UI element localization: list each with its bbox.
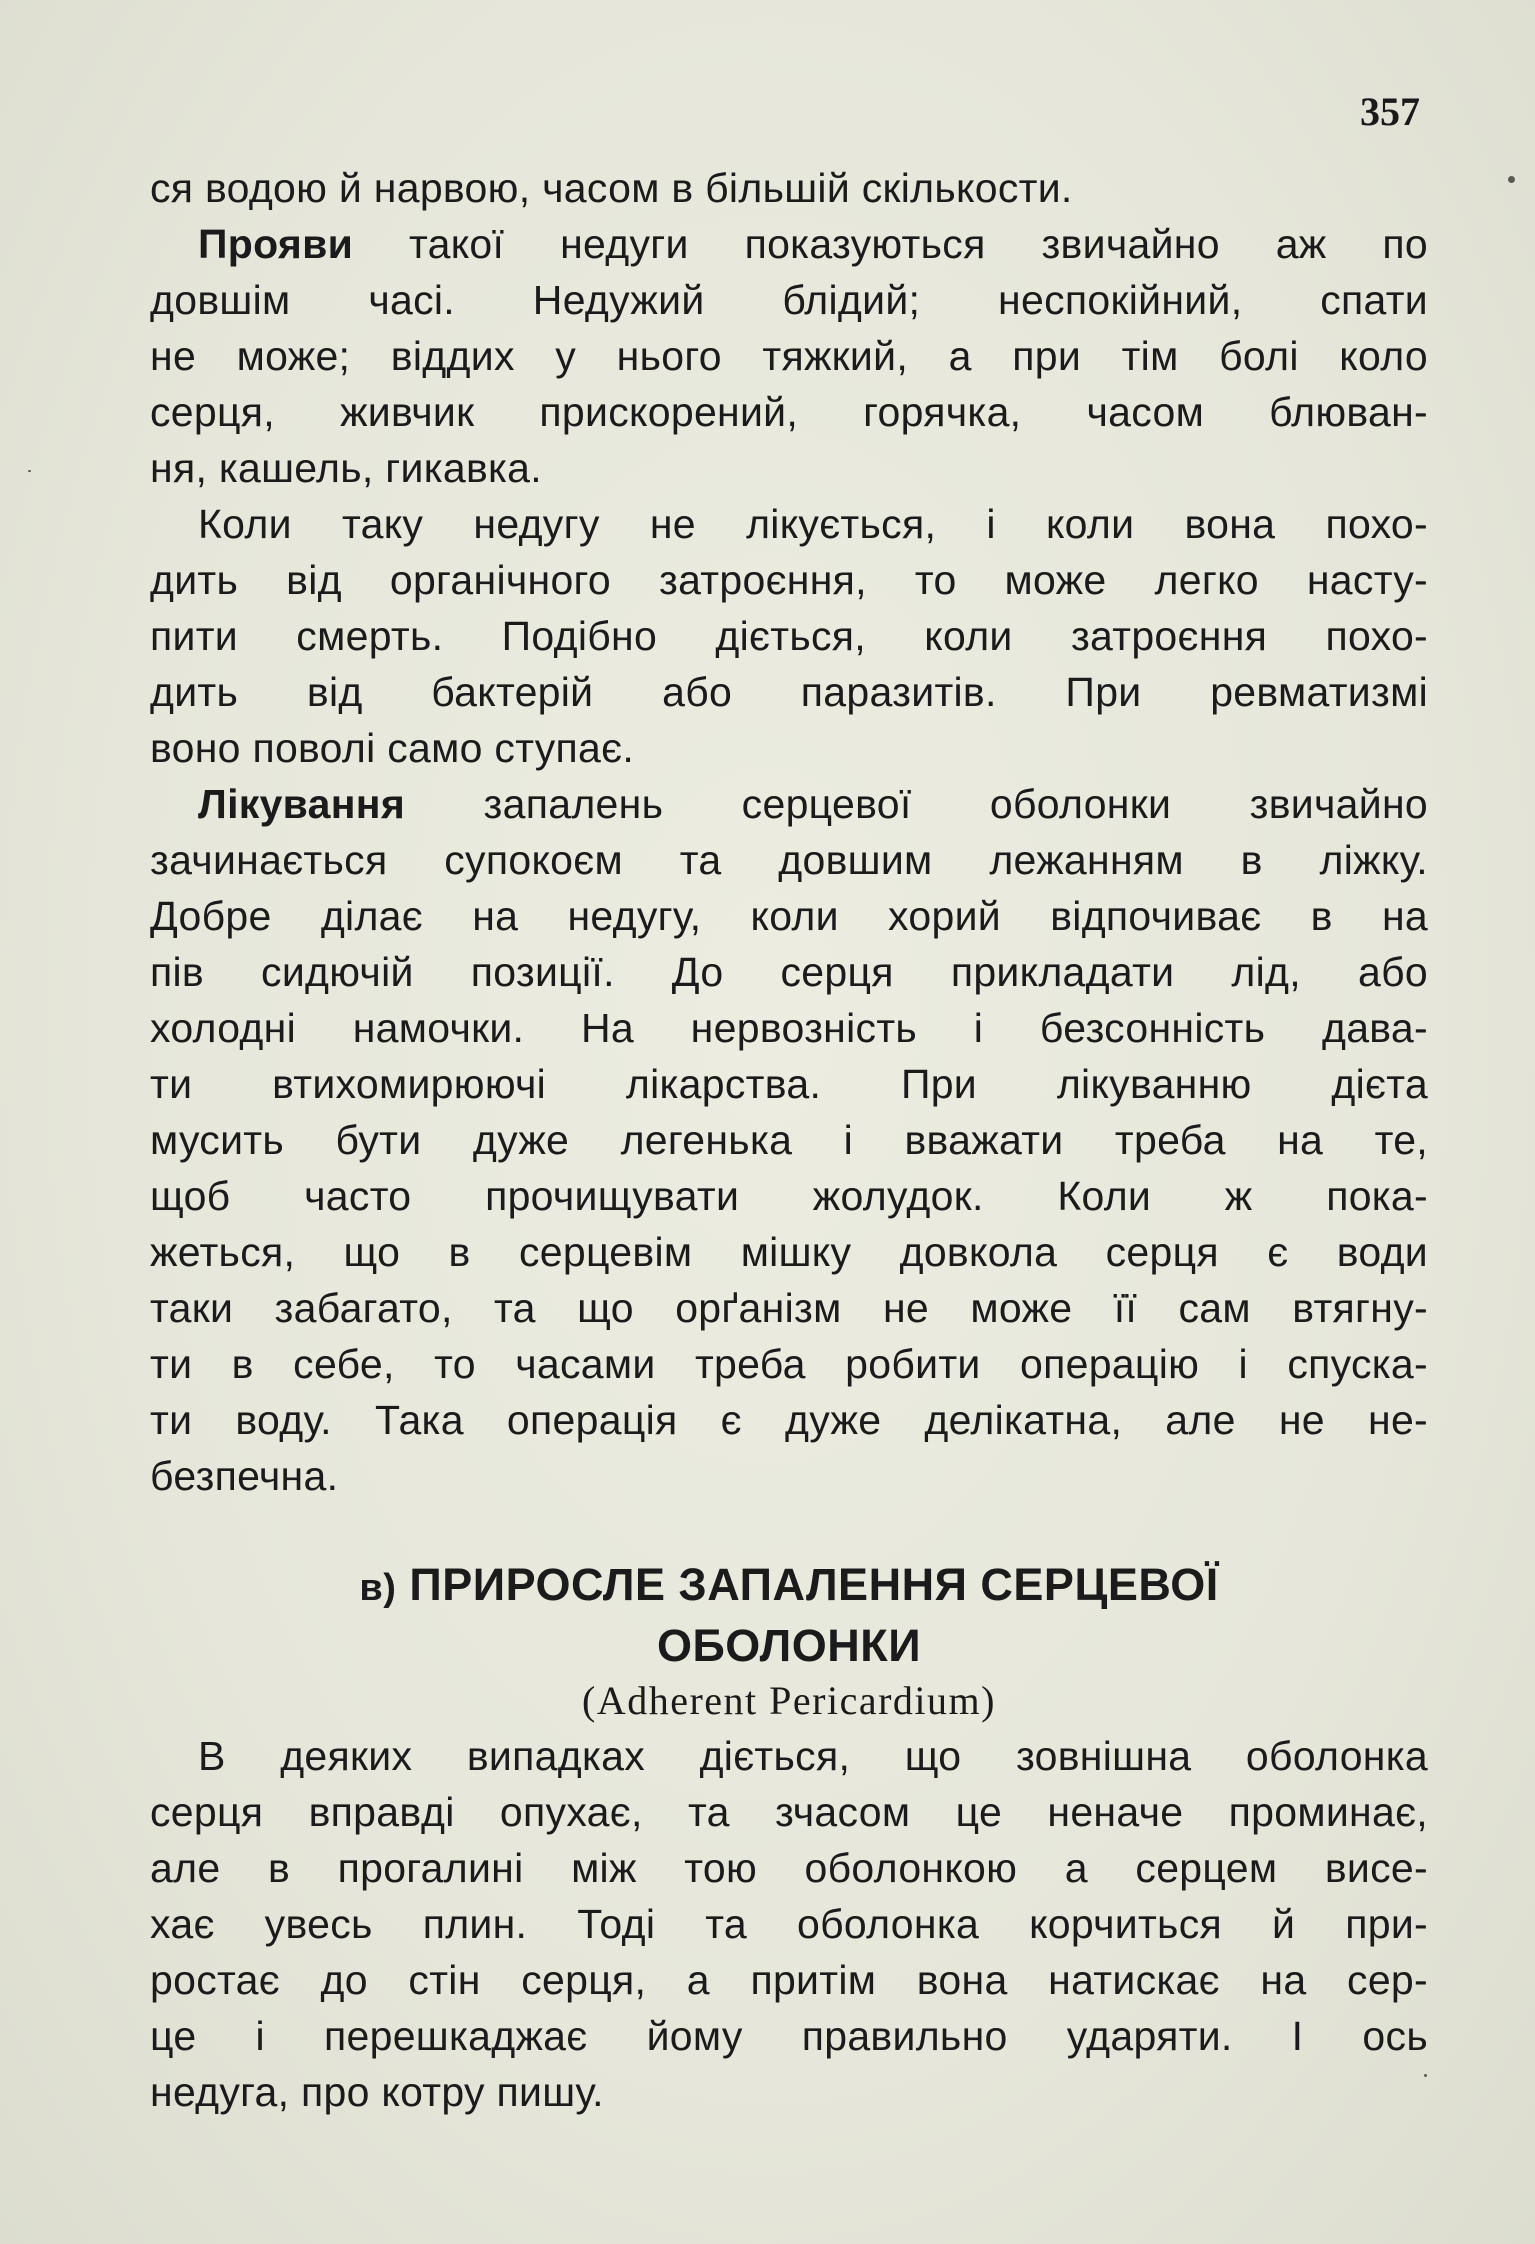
line-text: але в прогалині між тою оболонкою а серцем висе-	[150, 1845, 1428, 1891]
section-title-text: ПРИРОСЛЕ ЗАПАЛЕННЯ СЕРЦЕВОЇ	[409, 1559, 1219, 1610]
text-line	[150, 552, 1428, 608]
line-text: такої недуги показуються звичайно аж по	[353, 221, 1428, 267]
line-text: В деяких випадках діється, що зовнішна оболонка	[198, 1733, 1428, 1779]
line-text: пити смерть. Подібно діється, коли затроєння похо-	[150, 613, 1428, 659]
line-text: жеться, що в серцевім мішку довкола серця є води	[150, 1229, 1428, 1275]
text-line	[150, 1448, 1428, 1504]
text-line	[150, 1952, 1428, 2008]
body-text-block	[150, 160, 1428, 1504]
line-text: ся водою й нарвою, часом в більшій скількости.	[150, 165, 1073, 211]
text-line	[150, 664, 1428, 720]
line-text: серця, живчик прискорений, горячка, часом блюван-	[150, 389, 1428, 435]
text-line	[150, 944, 1428, 1000]
line-text: ня, кашель, гикавка.	[150, 445, 542, 491]
text-line	[150, 608, 1428, 664]
text-line	[150, 160, 1428, 216]
text-line	[150, 496, 1428, 552]
text-line	[150, 1392, 1428, 1448]
section-subtitle: (Adherent Pericardium)	[582, 1678, 996, 1723]
line-text: холодні намочки. На нервозність і безсонність дава-	[150, 1005, 1428, 1051]
line-text: пів сидючій позиції. До серця прикладати лід, або	[150, 949, 1428, 995]
line-text: Коли таку недугу не лікується, і коли вона похо-	[198, 501, 1428, 547]
line-text: серця вправді опухає, та зчасом це неначе проминає,	[150, 1789, 1428, 1835]
section-heading	[150, 1556, 1428, 1727]
text-line	[150, 1728, 1428, 1784]
line-text: безпечна.	[150, 1453, 339, 1499]
text-line	[150, 328, 1428, 384]
section-prefix: в)	[359, 1567, 397, 1609]
text-line	[150, 1280, 1428, 1336]
bold-term: Прояви	[198, 221, 354, 267]
line-text: щоб часто прочищувати жолудок. Коли ж пока-	[150, 1173, 1428, 1219]
line-text: ти воду. Така операція є дуже делікатна, але не не-	[150, 1397, 1428, 1443]
line-text: ти в себе, то часами треба робити операцію і спуска-	[150, 1341, 1428, 1387]
text-line	[150, 1056, 1428, 1112]
line-text: недуга, про котру пишу.	[150, 2069, 604, 2115]
line-text: довшім часі. Недужий блідий; неспокійний, спати	[150, 277, 1428, 323]
line-text: це і перешкаджає йому правильно ударяти. І ось	[150, 2013, 1428, 2059]
text-line	[150, 440, 1428, 496]
text-line	[150, 888, 1428, 944]
line-text: не може; віддих у нього тяжкий, а при тім болі коло	[150, 333, 1428, 379]
line-text: зачинається супокоєм та довшим лежанням в ліжку.	[150, 837, 1428, 883]
line-text: мусить бути дуже легенька і вважати треба на те,	[150, 1117, 1428, 1163]
paper-speck	[28, 470, 31, 472]
page-number: 357	[1360, 89, 1420, 134]
text-line	[150, 2064, 1428, 2120]
line-text: запалень серцевої оболонки звичайно	[405, 781, 1428, 827]
text-line	[150, 776, 1428, 832]
text-line	[150, 1896, 1428, 1952]
line-text: воно поволі само ступає.	[150, 725, 635, 771]
line-text: таки забагато, та що орґанізм не може її сам втягну-	[150, 1285, 1428, 1331]
text-line	[150, 1784, 1428, 1840]
line-text: дить від бактерій або паразитів. При ревматизмі	[150, 669, 1428, 715]
text-line	[150, 1000, 1428, 1056]
text-line	[150, 1840, 1428, 1896]
section-title-line-1	[150, 1556, 1428, 1617]
text-line	[150, 1336, 1428, 1392]
bold-term: Лікування	[198, 781, 406, 827]
line-text: ростає до стін серця, а притім вона натискає на сер-	[150, 1957, 1428, 2003]
text-line	[150, 1224, 1428, 1280]
text-line	[150, 832, 1428, 888]
body-text-block-2	[150, 1728, 1428, 2120]
paper-speck	[1424, 2074, 1427, 2077]
text-line	[150, 216, 1428, 272]
text-line	[150, 1168, 1428, 1224]
text-line	[150, 2008, 1428, 2064]
line-text: Добре ділає на недугу, коли хорий відпочиває в на	[150, 893, 1428, 939]
paper-speck	[1508, 176, 1515, 183]
text-line	[150, 384, 1428, 440]
text-line	[150, 720, 1428, 776]
text-line	[150, 1112, 1428, 1168]
text-line	[150, 272, 1428, 328]
section-title-line-2: ОБОЛОНКИ	[656, 1620, 922, 1671]
line-text: дить від органічного затроєння, то може легко насту-	[150, 557, 1428, 603]
line-text: ти втихомирюючі лікарства. При лікуванню дієта	[150, 1061, 1428, 1107]
line-text: хає увесь плин. Тоді та оболонка корчиться й при-	[150, 1901, 1428, 1947]
